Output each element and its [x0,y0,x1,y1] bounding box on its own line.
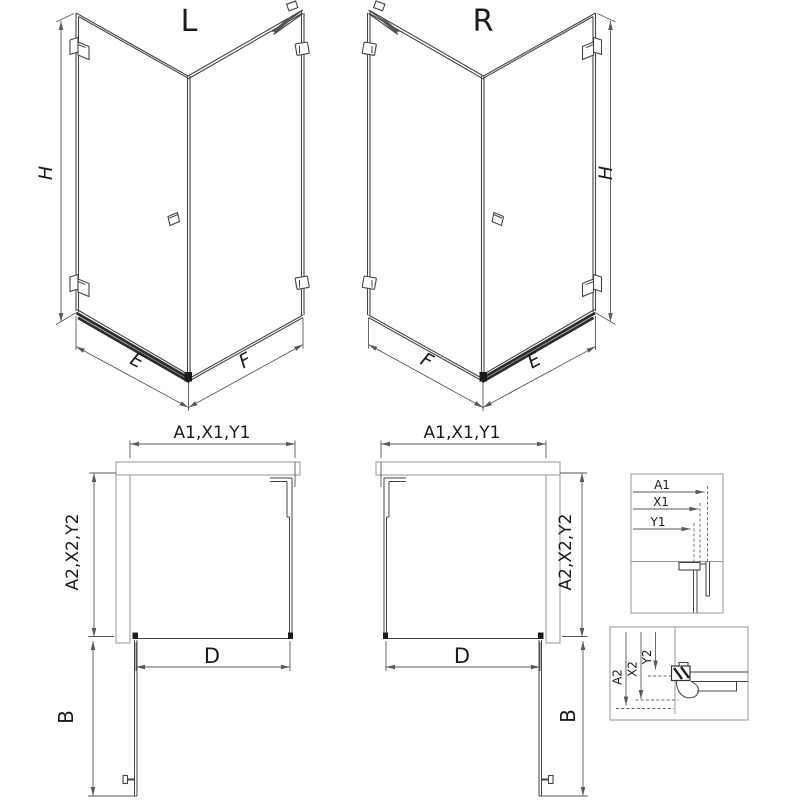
dim-label-A1-right-plan: A1,X1,Y1 [423,423,501,443]
dim-label-D-right-plan: D [453,644,471,668]
iso-linework-left [56,1,309,411]
dim-label-F-left: F [235,348,256,373]
iso-linework-right [362,1,615,411]
dim-label-H-left: H [35,165,57,181]
detail-box-vertical [610,627,748,720]
iso-view-right [362,1,617,411]
detail-dim-A1: A1 [654,478,670,492]
plan-view-right [376,423,588,796]
view-label-L: L [180,4,198,39]
dim-label-E-left: E [126,348,148,374]
dim-label-F-right: F [416,348,437,373]
detail-dim-X2: X2 [625,661,640,677]
dim-label-A1-left-plan: A1,X1,Y1 [173,423,251,443]
plan-linework-right [381,441,588,797]
view-label-R: R [472,4,494,39]
dim-label-B-left-plan: B [54,710,78,724]
dim-label-H-right: H [595,165,617,181]
plan-view-left [54,423,300,796]
dim-label-A2-right-plan: A2,X2,Y2 [556,513,576,591]
detail-tray-profile-section [672,663,749,698]
detail-wall-profile-section [679,562,710,613]
detail-dim-A2: A2 [610,669,625,685]
detail-dim-Y2: Y2 [640,649,654,665]
iso-view-left [35,1,309,411]
detail-dim-Y1: Y1 [650,515,666,529]
dim-label-B-right-plan: B [556,709,580,723]
plan-linework-left [88,441,295,797]
wall-hatch-top-right-plan [376,462,560,475]
dim-label-A2-left-plan: A2,X2,Y2 [63,513,83,591]
wall-hatch-side-left-plan [116,475,130,643]
dim-label-E-right: E [523,348,545,374]
dim-label-D-left-plan: D [203,644,221,668]
wall-hatch-top-left-plan [116,462,300,475]
detail-box-horizontal [631,474,723,613]
detail-dim-X1: X1 [653,495,669,509]
